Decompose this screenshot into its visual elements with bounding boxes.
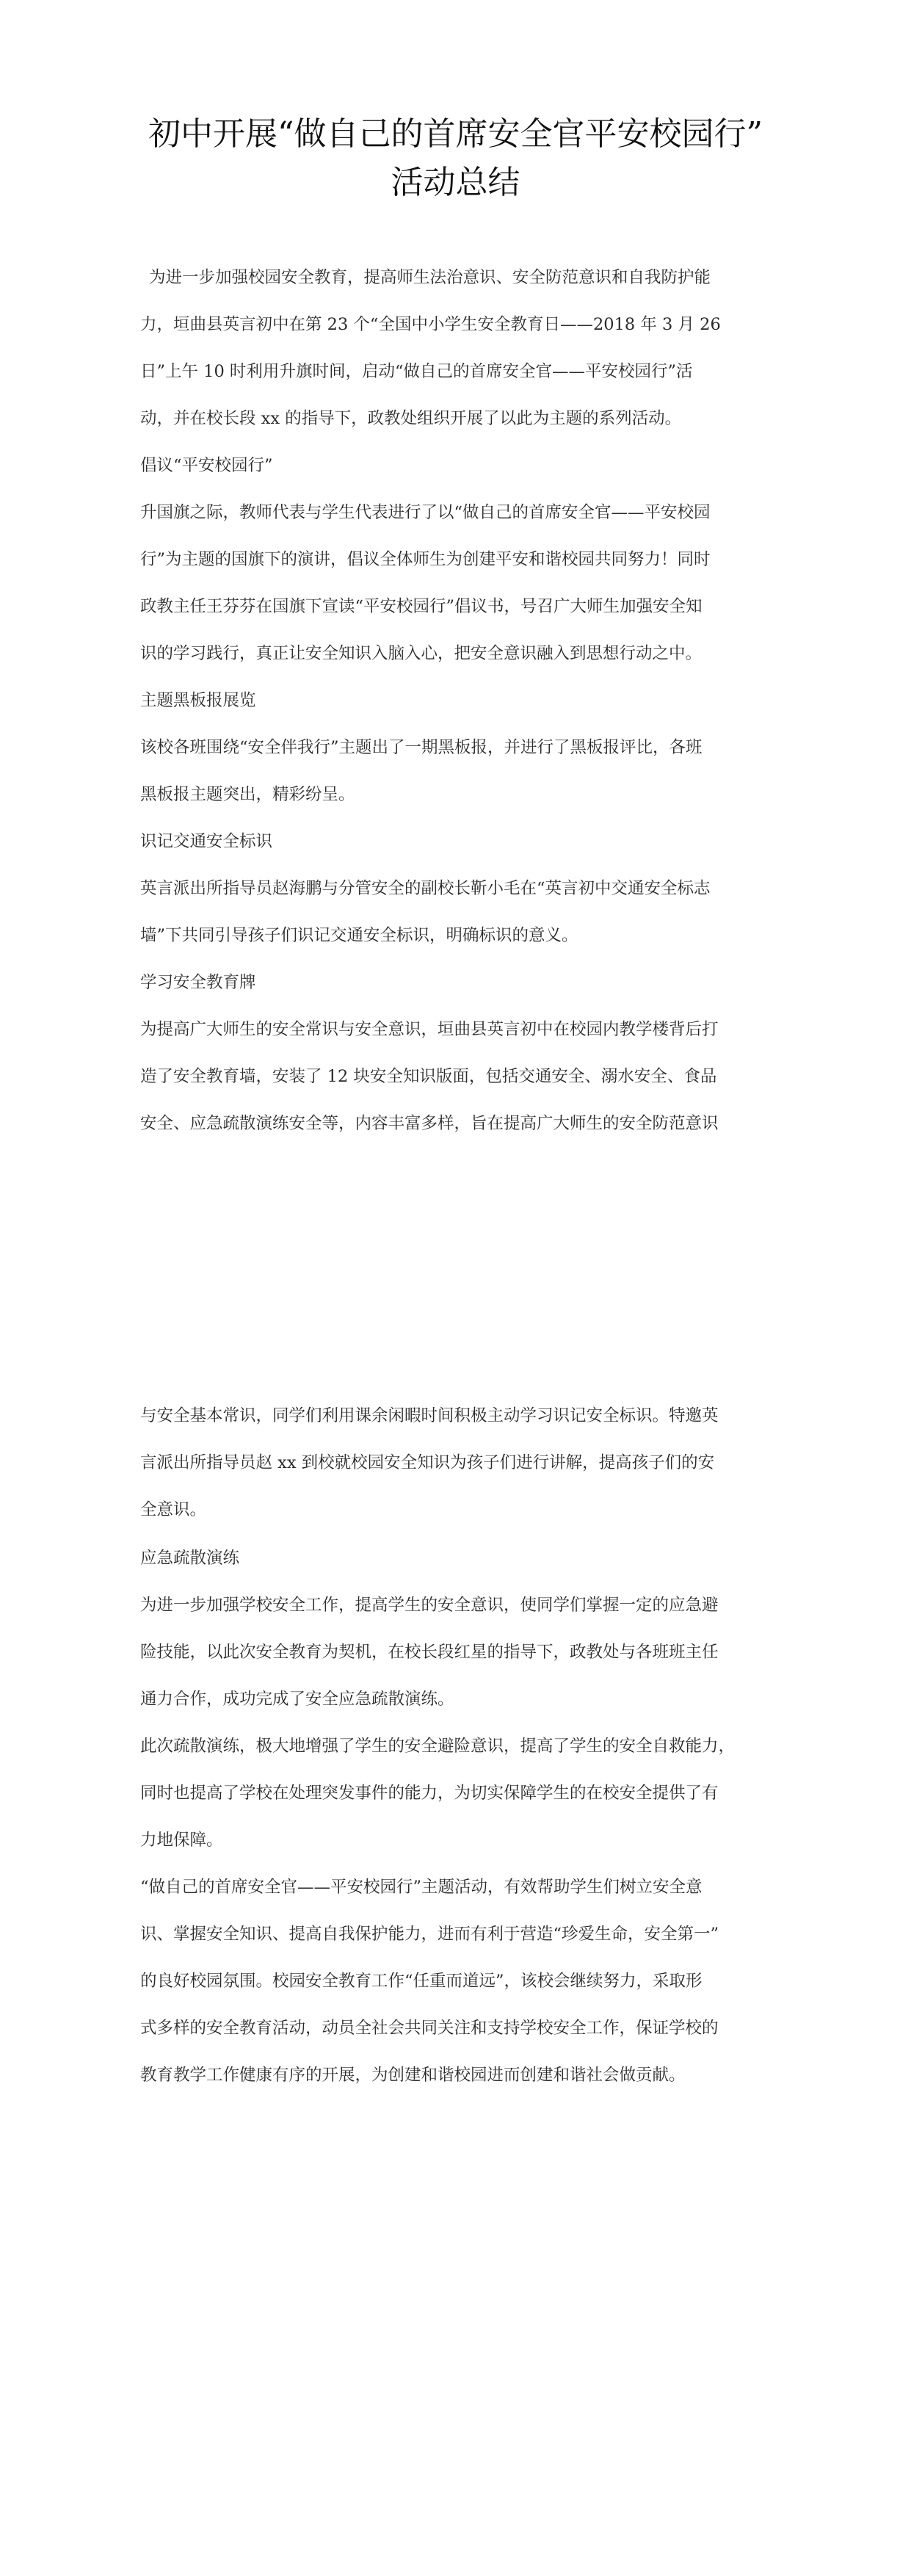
text-line: 同时也提高了学校在处理突发事件的能力，为切实保障学生的在校安全提供了有 — [140, 1784, 719, 1803]
text-line: 的良好校园氛围。校园安全教育工作“任重而道远”，该校会继续努力，采取形 — [140, 1972, 703, 1991]
document-title-line-2: 活动总结 — [391, 164, 520, 201]
text-line: 墙”下共同引导孩子们识记交通安全标识，明确标识的意义。 — [140, 926, 578, 945]
text-line: 为进一步加强学校安全工作，提高学生的安全意识，使同学们掌握一定的应急避 — [140, 1596, 719, 1615]
text-line: 教育教学工作健康有序的开展，为创建和谐校园进而创建和谐社会做贡献。 — [140, 2066, 686, 2085]
text-line: 识、掌握安全知识、提高自我保护能力，进而有利于营造“珍爱生命，安全第一” — [140, 1925, 719, 1944]
text-line: 言派出所指导员赵 xx 到校就校园安全知识为孩子们进行讲解，提高孩子们的安 — [140, 1453, 715, 1472]
section-evacuation-body — [140, 1582, 773, 1723]
text-line: 行”为主题的国旗下的演讲，倡议全体师生为创建平安和谐校园共同努力！同时 — [140, 550, 711, 569]
intro-paragraph — [140, 254, 773, 442]
text-line: 与安全基本常识，同学们利用课余闲暇时间积极主动学习识记安全标识。特邀英 — [140, 1406, 719, 1425]
text-line: 全意识。 — [140, 1500, 207, 1519]
text-line: “做自己的首席安全官——平安校园行”主题活动，有效帮助学生们树立安全意 — [140, 1878, 703, 1897]
section-blackboard-body — [140, 724, 773, 818]
conclusion-paragraph — [140, 1864, 773, 2099]
text-line: 此次疏散演练，极大地增强了学生的安全避险意识，提高了学生的安全自救能力， — [140, 1737, 736, 1756]
text-line: 为提高广大师生的安全常识与安全意识，垣曲县英言初中在校园内教学楼背后打 — [140, 1020, 719, 1039]
section-heading-initiative: 倡议“平安校园行” — [140, 456, 273, 475]
text-line: 安全、应急疏散演练安全等，内容丰富多样，旨在提高广大师生的安全防范意识 — [140, 1114, 719, 1133]
text-line: 险技能，以此次安全教育为契机，在校长段红星的指导下，政教处与各班班主任 — [140, 1643, 719, 1662]
section-heading-education-board: 学习安全教育牌 — [140, 973, 256, 992]
text-line: 该校各班围绕“安全伴我行”主题出了一期黑板报，并进行了黑板报评比，各班 — [140, 738, 703, 757]
text-line: 识的学习践行，真正让安全知识入脑入心，把安全意识融入到思想行动之中。 — [140, 644, 703, 663]
text-line: 造了安全教育墙，安装了 12 块安全知识版面，包括交通安全、溺水安全、食品 — [140, 1067, 717, 1086]
section-traffic-body — [140, 865, 773, 959]
text-line: 通力合作，成功完成了安全应急疏散演练。 — [140, 1690, 454, 1709]
text-line: 升国旗之际，教师代表与学生代表进行了以“做自己的首席安全官——平安校园 — [140, 503, 711, 522]
text-line: 力，垣曲县英言初中在第 23 个“全国中小学生安全教育日——2018 年 3 月 26 — [140, 315, 721, 334]
text-line: 黑板报主题突出，精彩纷呈。 — [140, 785, 355, 804]
section-evacuation-body-2 — [140, 1723, 773, 1864]
section-education-board-body-a — [140, 1006, 773, 1147]
document-title-line-1: 初中开展“做自己的首席安全官平安校园行” — [148, 115, 763, 153]
text-line: 力地保障。 — [140, 1831, 223, 1850]
text-line: 式多样的安全教育活动，动员全社会共同关注和支持学校安全工作，保证学校的 — [140, 2019, 719, 2038]
text-line: 日”上午 10 时利用升旗时间，启动“做自己的首席安全官——平安校园行”活 — [140, 362, 693, 381]
section-heading-blackboard: 主题黑板报展览 — [140, 691, 256, 710]
text-line: 为进一步加强校园安全教育，提高师生法治意识、安全防范意识和自我防护能 — [149, 268, 711, 287]
text-line: 动，并在校长段 xx 的指导下，政教处组织开展了以此为主题的系列活动。 — [140, 409, 682, 428]
section-heading-traffic: 识记交通安全标识 — [140, 832, 273, 851]
section-heading-evacuation: 应急疏散演练 — [140, 1549, 240, 1568]
text-line: 英言派出所指导员赵海鹏与分管安全的副校长靳小毛在“英言初中交通安全标志 — [140, 879, 711, 898]
text-line: 政教主任王芬芬在国旗下宣读“平安校园行”倡议书，号召广大师生加强安全知 — [140, 597, 703, 616]
section-education-board-body-b — [140, 1392, 773, 1533]
section-initiative-body — [140, 489, 773, 677]
